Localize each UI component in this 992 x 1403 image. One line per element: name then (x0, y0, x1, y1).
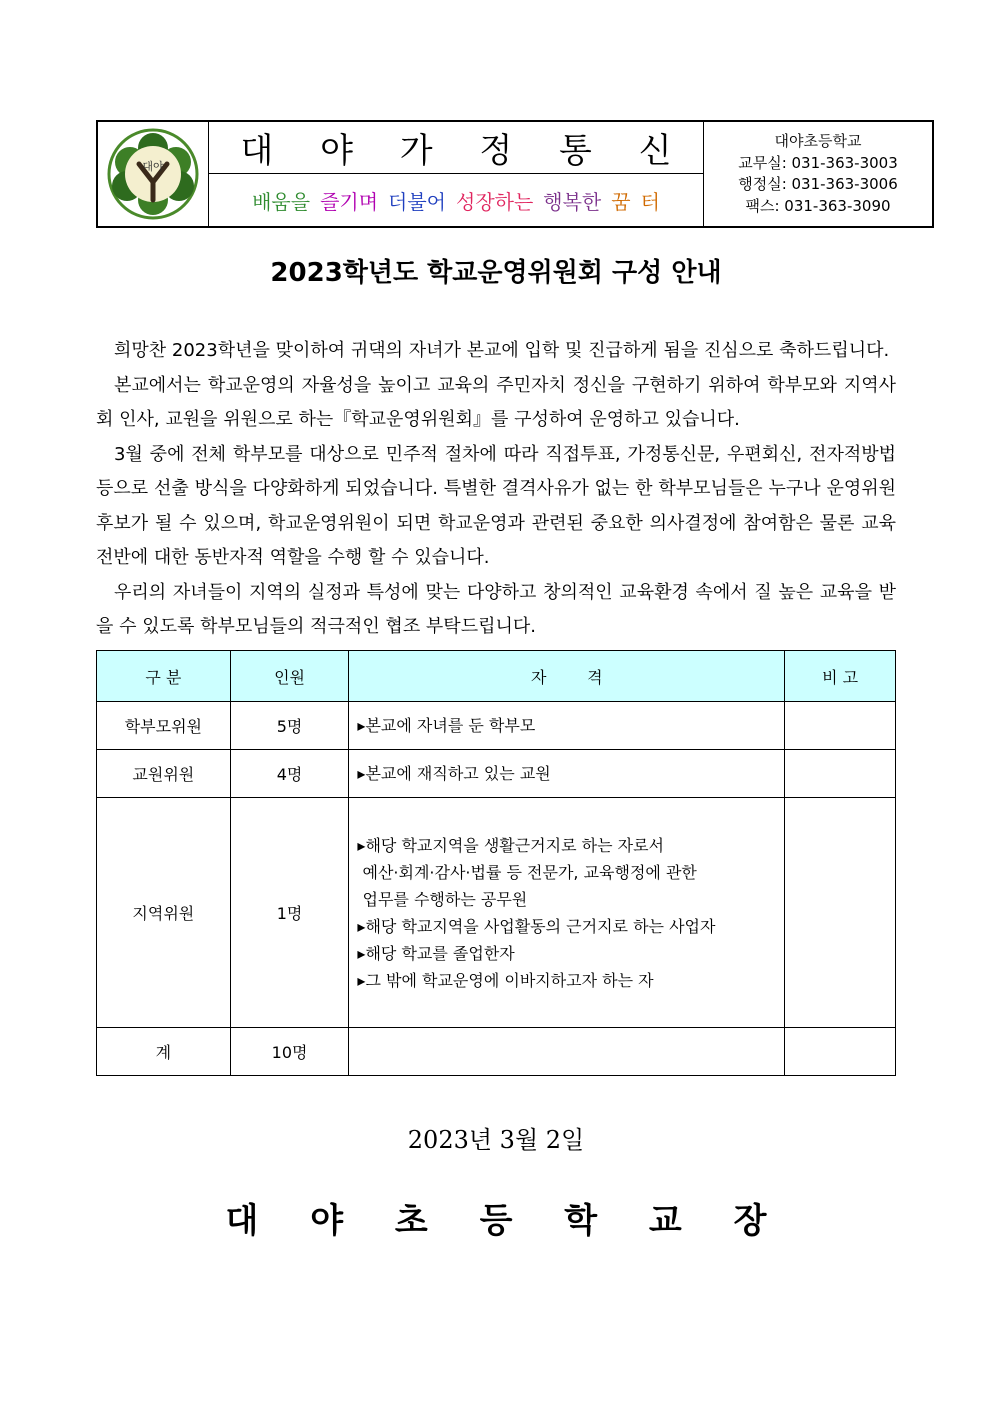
qualification-line: ▸해당 학교를 졸업한자 (357, 943, 515, 963)
paragraph: 3월 중에 전체 학부모를 대상으로 민주적 절차에 따라 직접투표, 가정통신문, 우편회신, 전자적방법 등으로 선출 방식을 다양화하게 되었습니다. 특별한 결격사유가 없는 한 학부모님들은 누구나 운영위원 후보가 될 수 있으며, 학교운영위원이 되면 학교운영과 관련된 중요한 의사결정에 참여함은 물론 교육 전반에 대한 동반자적 역할을 수행 할 수 있습니다. (96, 443, 896, 568)
count-cell: 10명 (230, 1028, 349, 1076)
document-title: 2023학년도 학교운영위원회 구성 안내 (270, 258, 722, 288)
note-cell (785, 750, 896, 798)
table-header-row (97, 651, 896, 702)
logo-text: 대야 (142, 160, 164, 173)
header-category: 구 분 (97, 651, 231, 702)
motto-word: 성장하는 (456, 189, 534, 214)
newsletter-header (96, 120, 934, 228)
header-count: 인원 (230, 651, 349, 702)
table-row (97, 798, 896, 1028)
table-row (97, 702, 896, 750)
motto-word: 행복한 (543, 189, 602, 214)
qualification-cell (349, 702, 785, 750)
category-cell: 교원위원 (97, 750, 231, 798)
qualification-cell (349, 1028, 785, 1076)
motto-word: 꿈 (611, 189, 631, 214)
qualification-line: ▸본교에 자녀를 둔 학부모 (357, 716, 536, 735)
motto-word: 배움을 (252, 189, 311, 214)
table-row (97, 750, 896, 798)
category-cell: 지역위원 (97, 798, 231, 1028)
contact-info (704, 122, 932, 226)
note-cell (785, 1028, 896, 1076)
paragraph: 우리의 자녀들이 지역의 실정과 특성에 맞는 다양하고 창의적인 교육환경 속에서 질 높은 교육을 받을 수 있도록 학부모님들의 적극적인 협조 부탁드립니다. (96, 581, 896, 637)
fax-number: 팩스: 031-363-3090 (745, 196, 891, 215)
admin-phone: 행정실: 031-363-3006 (738, 175, 898, 193)
motto-word: 더불어 (388, 189, 446, 214)
qualification-line: 업무를 수행하는 공무원 (357, 889, 528, 909)
count-cell: 4명 (230, 750, 349, 798)
qualification-line: ▸그 밖에 학교운영에 이바지하고자 하는 자 (357, 970, 654, 990)
qualification-line: 예산·회계·감사·법률 등 전문가, 교육행정에 관한 (357, 862, 697, 882)
note-cell (785, 798, 896, 1028)
office-phone: 교무실: 031-363-3003 (738, 153, 898, 172)
qualification-line: ▸해당 학교지역을 사업활동의 근거지로 하는 사업자 (357, 916, 716, 936)
paragraph: 희망찬 2023학년을 맞이하여 귀댁의 자녀가 본교에 입학 및 진급하게 됨을 진심으로 축하드립니다. (114, 340, 890, 361)
header-note: 비 고 (785, 651, 896, 702)
qualification-line: ▸본교에 재직하고 있는 교원 (357, 764, 551, 783)
school-logo (98, 122, 209, 226)
committee-table (96, 650, 896, 1076)
count-cell: 5명 (230, 702, 349, 750)
category-cell: 학부모위원 (97, 702, 231, 750)
qualification-cell (349, 798, 785, 1028)
qualification-cell (349, 750, 785, 798)
header-qualification: 자 격 (349, 651, 785, 702)
count-cell: 1명 (230, 798, 349, 1028)
school-name: 대야초등학교 (774, 132, 862, 150)
qualification-line: ▸해당 학교지역을 생활근거지로 하는 자로서 (357, 835, 665, 855)
principal-signature: 대 야 초 등 학 교 장 (225, 1201, 787, 1241)
table-row (97, 1028, 896, 1076)
motto-word: 터 (640, 189, 660, 214)
newsletter-title: 대 야 가 정 통 신 (209, 122, 703, 174)
school-motto (209, 174, 703, 226)
issue-date: 2023년 3월 2일 (407, 1126, 585, 1154)
body-text (96, 334, 896, 645)
motto-word: 즐기며 (320, 189, 379, 214)
note-cell (785, 702, 896, 750)
category-cell: 계 (97, 1028, 231, 1076)
school-emblem-icon (105, 126, 201, 222)
paragraph: 본교에서는 학교운영의 자율성을 높이고 교육의 주민자치 정신을 구현하기 위하여 학부모와 지역사회 인사, 교원을 위원으로 하는『학교운영위원회』를 구성하여 운영하고 있습니다. (96, 374, 896, 430)
